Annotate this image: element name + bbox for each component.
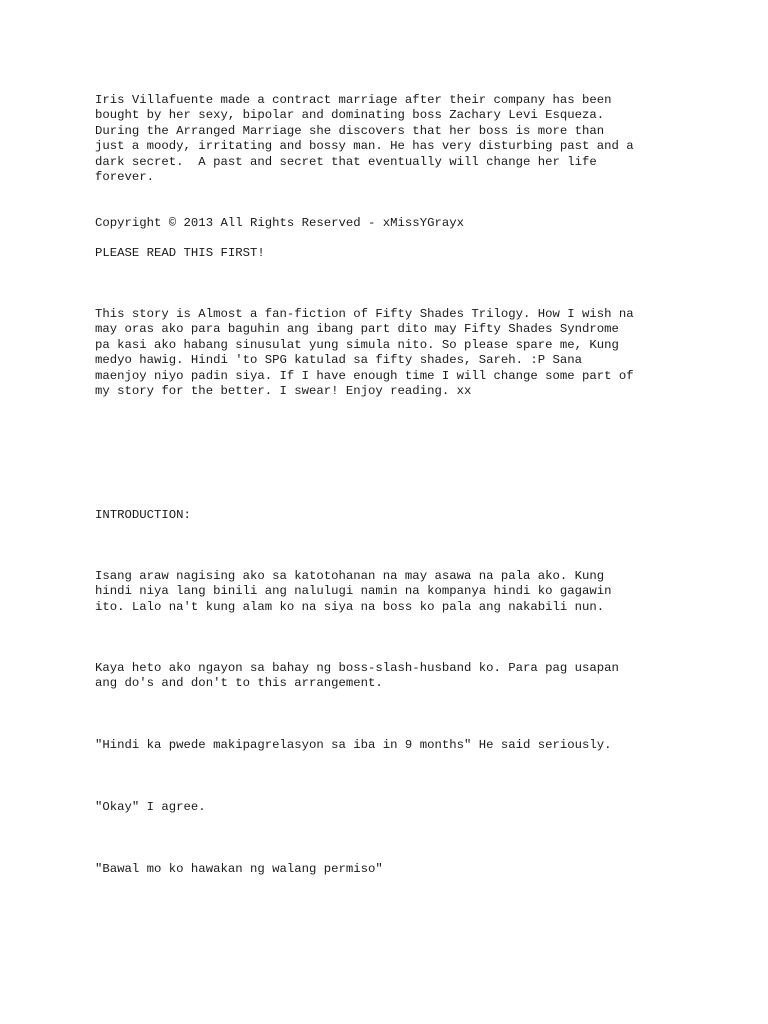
dialogue-line-1: "Hindi ka pwede makipagrelasyon sa iba in 9 months" He said seriously. [95,738,612,752]
introduction-heading: INTRODUCTION: [95,508,191,522]
intro-paragraph-1: Isang araw nagising ako sa katotohanan na may asawa na pala ako. Kung hindi niya lang binili ang nalulugi namin na kompanya hindi ko gagawin ito. Lalo na't kung alam ko na siya na boss ko pala ang nakabili nun. [95,569,612,614]
author-note-paragraph: This story is Almost a fan-fiction of Fifty Shades Trilogy. How I wish na may oras ako para baguhin ang ibang part dito may Fifty Shades Syndrome pa kasi ako habang sinusulat yung simula nito. So please spare me, Kung medyo hawig. Hindi 'to SPG katulad sa fifty shades, Sareh. :P Sana maenjoy niyo padin siya. If I have enough time I will change some part of my story for the better. I swear! Enjoy reading. xx [95,307,634,399]
synopsis-paragraph: Iris Villafuente made a contract marriage after their company has been bought by her sexy, bipolar and dominating boss Zachary Levi Esqueza. During the Arranged Marriage she discovers that her boss is more than just a moody, irritating and bossy man. He has very disturbing past and a dark secret. A past and secret that eventually will change her life forever. [95,93,634,185]
notice-heading: PLEASE READ THIS FIRST! [95,246,265,260]
dialogue-line-3: "Bawal mo ko hawakan ng walang permiso" [95,862,383,876]
intro-paragraph-2: Kaya heto ako ngayon sa bahay ng boss-slash-husband ko. Para pag usapan ang do's and don't to this arrangement. [95,661,619,691]
dialogue-line-2: "Okay" I agree. [95,800,206,814]
copyright-line: Copyright © 2013 All Rights Reserved - xMissYGrayx [95,216,464,230]
